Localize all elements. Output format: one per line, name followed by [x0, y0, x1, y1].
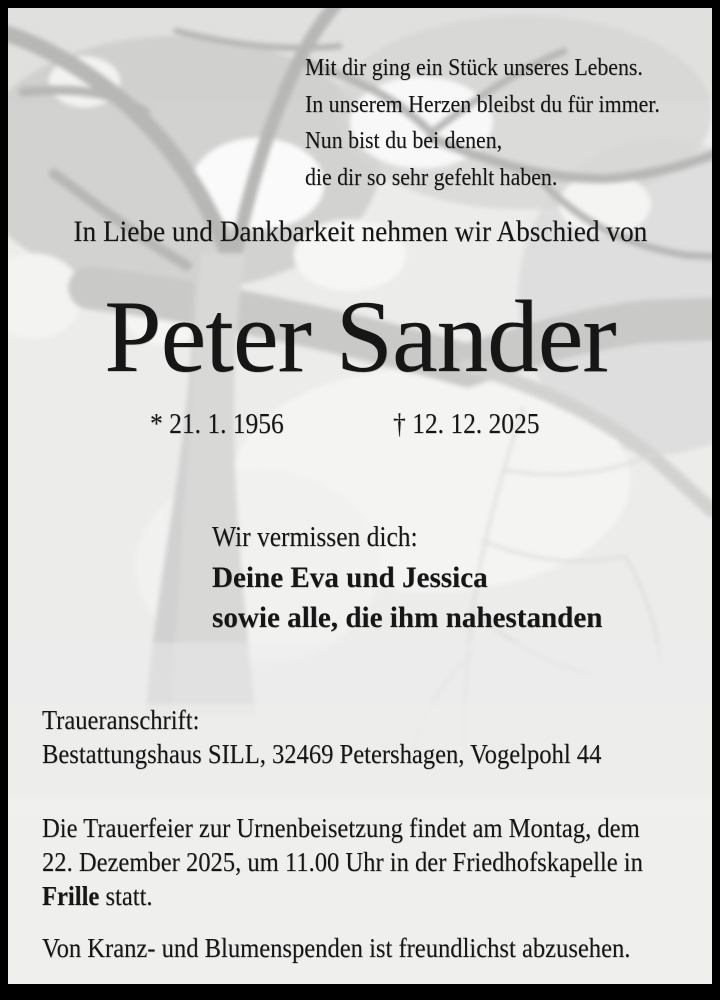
mourners-intro: Wir vermissen dich: [212, 522, 418, 553]
funeral-line-1: Die Trauerfeier zur Urnenbeisetzung findet am Montag, dem [42, 813, 640, 843]
death-date [393, 405, 554, 445]
birth-symbol: * [150, 409, 163, 440]
mourning-address-label: Traueranschrift: [42, 705, 200, 735]
memorial-poem [305, 50, 695, 196]
poem-line-4: die dir so sehr gefehlt haben. [305, 164, 558, 191]
poem-line-2: In unserem Herzen bleibst du für immer. [305, 91, 660, 118]
mourners-names: Deine Eva und Jessica [212, 561, 488, 594]
death-date-value: 12. 12. 2025 [412, 409, 540, 440]
frame-border-left [0, 0, 8, 1000]
birth-date [150, 405, 297, 445]
funeral-details [42, 811, 702, 913]
flowers-note: Von Kranz- und Blumenspenden ist freundlichst abzusehen. [42, 933, 631, 963]
mourners-block [212, 518, 615, 638]
mourning-address-value: Bestattungshaus SILL, 32469 Petershagen, Vogelpohl 44 [42, 739, 602, 769]
funeral-place: Frille [42, 881, 100, 911]
frame-border-top [0, 0, 720, 8]
dedication-line: In Liebe und Dankbarkeit nehmen wir Abschied von [73, 215, 647, 248]
death-cross-symbol: † [393, 409, 406, 440]
funeral-line-2: 22. Dezember 2025, um 11.00 Uhr in der Friedhofskapelle in [42, 847, 643, 877]
mourners-others: sowie alle, die ihm nahestanden [212, 601, 603, 634]
frame-border-right [712, 0, 720, 1000]
poem-line-3: Nun bist du bei denen, [305, 128, 503, 154]
funeral-suffix: statt. [99, 881, 153, 911]
birth-date-value: 21. 1. 1956 [169, 409, 284, 440]
frame-border-bottom [0, 984, 720, 1000]
poem-line-1: Mit dir ging ein Stück unseres Lebens. [305, 55, 643, 81]
mourning-address-block [42, 703, 657, 771]
deceased-name: Peter Sander [104, 280, 616, 394]
